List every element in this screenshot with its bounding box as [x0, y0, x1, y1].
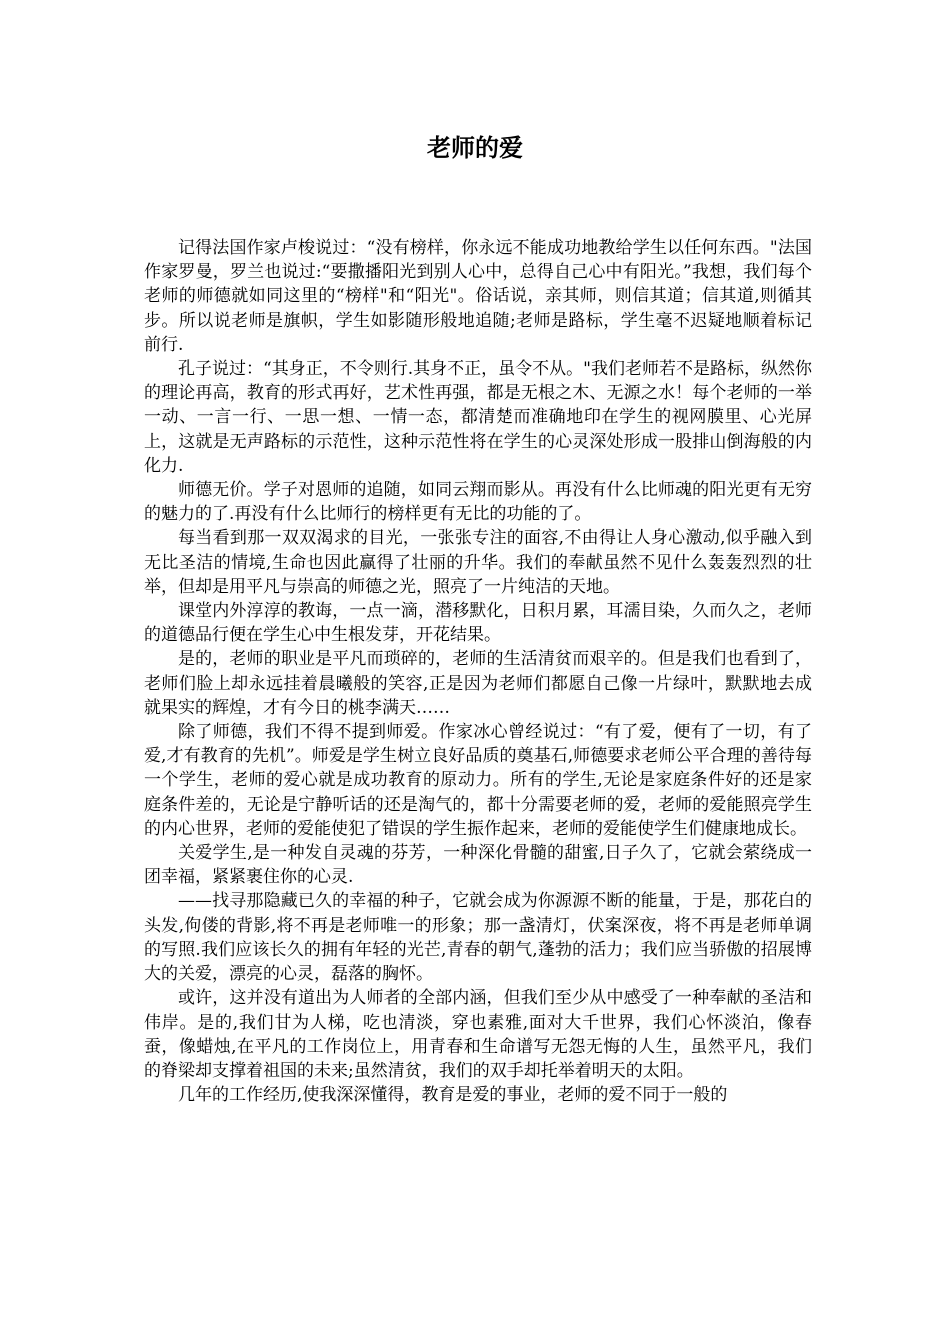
paragraph: 或许，这并没有道出为人师者的全部内涵，但我们至少从中感受了一种奉献的圣洁和伟岸。是的,我们甘为人梯，吃也清淡，穿也素雅,面对大千世界，我们心怀淡泊，像春蚕，像蜡烛,在平凡的工作岗位上，用青春和生命谱写无怨无悔的人生，虽然平凡，我们的脊梁却支撑着祖国的未来;虽然清贫，我们的双手却托举着明天的太阳。: [144, 988, 812, 1081]
document-body: [144, 236, 812, 1107]
paragraph: 几年的工作经历,使我深深懂得，教育是爱的事业，老师的爱不同于一般的: [178, 1085, 728, 1106]
paragraph: 除了师德，我们不得不提到师爱。作家冰心曾经说过：“有了爱，便有了一切，有了爱,才有教育的先机”。师爱是学生树立良好品质的奠基石,师德要求老师公平合理的善待每一个学生，老师的爱心就是成功教育的原动力。所有的学生,无论是家庭条件好的还是家庭条件差的，无论是宁静听话的还是淘气的，都十分需要老师的爱，老师的爱能照亮学生的内心世界，老师的爱能使犯了错误的学生振作起来，老师的爱能使学生们健康地成长。: [144, 722, 812, 839]
paragraph: 每当看到那一双双渴求的目光，一张张专注的面容,不由得让人身心激动,似乎融入到无比圣洁的情境,生命也因此赢得了壮丽的升华。我们的奉献虽然不见什么轰轰烈烈的壮举，但却是用平凡与崇高的师德之光，照亮了一片纯洁的天地。: [144, 528, 812, 597]
paragraph: 孔子说过：“其身正，不令则行.其身不正，虽令不从。"我们老师若不是路标，纵然你的理论再高，教育的形式再好，艺术性再强，都是无根之木、无源之水！每个老师的一举一动、一言一行、一思一想、一情一态，都清楚而准确地印在学生的视网膜里、心光屏上，这就是无声路标的示范性，这种示范性将在学生的心灵深处形成一股排山倒海般的内化力.: [144, 359, 812, 476]
document-title: 老师的爱: [427, 134, 523, 162]
paragraph: 师德无价。学子对恩师的追随，如同云翔而影从。再没有什么比师魂的阳光更有无穷的魅力的了.再没有什么比师行的榜样更有无比的功能的了。: [144, 480, 812, 525]
paragraph: ——找寻那隐藏已久的幸福的种子，它就会成为你源源不断的能量，于是，那花白的头发,佝偻的背影,将不再是老师唯一的形象；那一盏清灯，伏案深夜，将不再是老师单调的写照.我们应该长久的拥有年轻的光芒,青春的朝气,蓬勃的活力；我们应当骄傲的招展博大的关爱，漂亮的心灵，磊落的胸怀。: [144, 891, 812, 985]
paragraph: 关爱学生,是一种发自灵魂的芬芳，一种深化骨髓的甜蜜,日子久了，它就会萦绕成一团幸福，紧紧裹住你的心灵.: [144, 843, 812, 888]
paragraph: 是的，老师的职业是平凡而琐碎的，老师的生活清贫而艰辛的。但是我们也看到了，老师们脸上却永远挂着晨曦般的笑容,正是因为老师们都愿自己像一片绿叶，默默地去成就果实的辉煌，才有今日的桃李满天……: [144, 649, 812, 718]
paragraph: 记得法国作家卢梭说过：“没有榜样，你永远不能成功地教给学生以任何东西。"法国作家罗曼，罗兰也说过:“要撒播阳光到别人心中，总得自己心中有阳光。”我想，我们每个老师的师德就如同这里的“榜样"和“阳光"。俗话说，亲其师，则信其道；信其道,则循其步。所以说老师是旗帜，学生如影随形般地追随;老师是路标，学生毫不迟疑地顺着标记前行.: [144, 238, 812, 355]
paragraph: 课堂内外淳淳的教诲，一点一滴，潜移默化，日积月累，耳濡目染，久而久之，老师的道德品行便在学生心中生根发芽，开花结果。: [144, 601, 812, 646]
